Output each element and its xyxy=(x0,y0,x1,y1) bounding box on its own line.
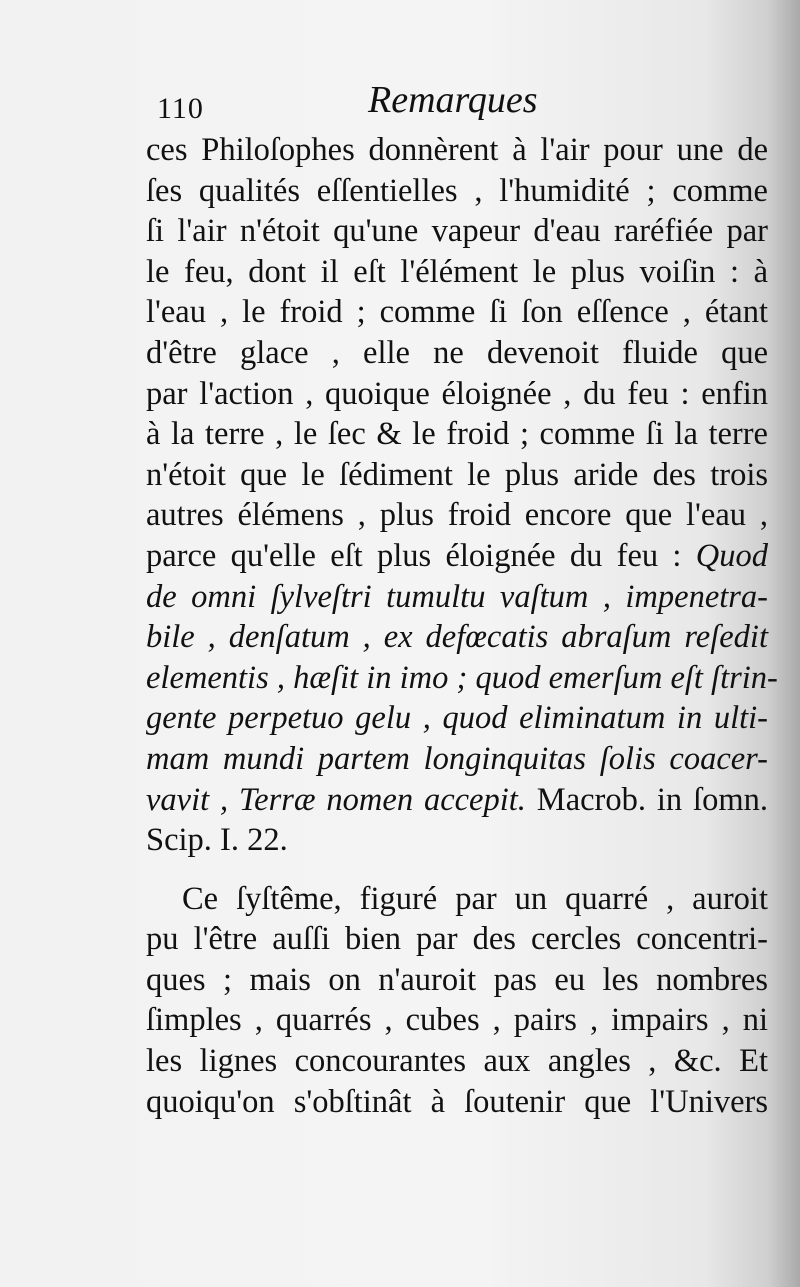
text-line: ſes qualités eſſentielles , l'humidité ; comme xyxy=(146,172,768,209)
page-header xyxy=(0,78,800,138)
latin-quote-line: elementis , hæſit in imo ; quod emerſum eſt ſtrin- xyxy=(146,659,778,696)
latin-quote-line: mam mundi partem longinquitas ſolis coacer- xyxy=(146,740,768,777)
text-line: pu l'être auſſi bien par des cercles concentri- xyxy=(146,921,768,958)
latin-quote: vavit , Terræ nomen accepit. xyxy=(146,781,526,818)
text-line: d'être glace , elle ne devenoit fluide que xyxy=(146,334,768,371)
text-line: à la terre , le ſec & le froid ; comme ſi la terre xyxy=(146,416,768,453)
text-line: les lignes concourantes aux angles , &c. Et xyxy=(146,1043,768,1080)
latin-quote-line: bile , denſatum , ex defœcatis abraſum reſedit xyxy=(146,619,768,656)
text-line: ques ; mais on n'auroit pas eu les nombres xyxy=(146,961,768,998)
text-line xyxy=(146,780,768,821)
citation: Macrob. in ſomn. xyxy=(525,781,768,818)
latin-quote-line: de omni ſylveſtri tumultu vaſtum , impenetra- xyxy=(146,578,768,615)
text-line: n'étoit que le ſédiment le plus aride des trois xyxy=(146,456,768,493)
latin-quote: Quod xyxy=(695,537,768,574)
latin-quote-line: gente perpetuo gelu , quod eliminatum in ulti- xyxy=(146,700,768,737)
text-line: parce qu'elle eſt plus éloignée du feu : Quod xyxy=(146,537,768,574)
running-title: Remarques xyxy=(368,79,538,121)
text-line: ſi l'air n'étoit qu'une vapeur d'eau raréfiée par xyxy=(146,213,768,250)
body-text xyxy=(146,130,778,1122)
page-number: 110 xyxy=(157,92,204,125)
citation-line: Scip. I. 22. xyxy=(146,822,288,859)
text-line: l'eau , le froid ; comme ſi ſon eſſence , étant xyxy=(146,294,768,331)
text-line: quoiqu'on s'obſtinât à ſoutenir que l'Univers xyxy=(146,1083,768,1120)
text-line: ces Philoſophes donnèrent à l'air pour une de xyxy=(146,132,768,168)
paragraph-1 xyxy=(146,130,778,861)
text-line: le feu, dont il eſt l'élément le plus voiſin : à xyxy=(146,253,768,290)
text-line: ſimples , quarrés , cubes , pairs , impairs , ni xyxy=(146,1002,768,1039)
text-line: autres élémens , plus froid encore que l'eau , xyxy=(146,497,768,534)
text-line: Ce ſyſtême, figuré par un quarré , auroit xyxy=(182,880,768,917)
paragraph-2 xyxy=(146,879,768,1123)
text-line: par l'action , quoique éloignée , du feu : enfin xyxy=(146,375,768,412)
